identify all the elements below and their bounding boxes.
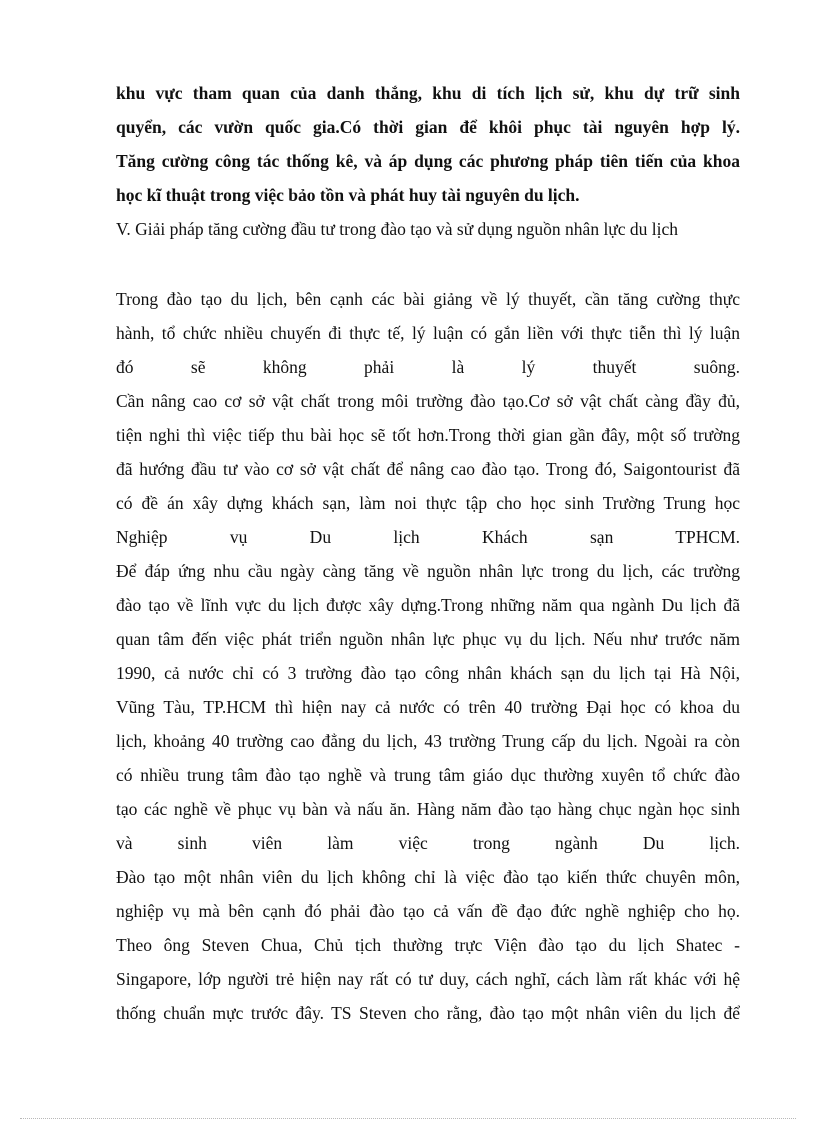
body-line: 1990, cả nước chỉ có 3 trường đào tạo công nhân khách sạn du lịch tại Hà Nội, — [116, 663, 740, 683]
body-line: Cần nâng cao cơ sở vật chất trong môi trường đào tạo.Cơ sở vật chất càng đầy đủ, — [116, 391, 740, 411]
body-line: Nghiệp vụ Du lịch Khách sạn TPHCM. — [116, 527, 740, 547]
body-line: đó sẽ không phải là lý thuyết suông. — [116, 357, 740, 377]
body-line: hành, tổ chức nhiều chuyến đi thực tế, lý luận có gắn liền với thực tiễn thì lý luận — [116, 323, 740, 343]
body-line: Trong đào tạo du lịch, bên cạnh các bài giảng về lý thuyết, cần tăng cường thực — [116, 289, 740, 309]
bold-line: khu vực tham quan của danh thắng, khu di tích lịch sử, khu dự trữ sinh — [116, 83, 740, 103]
body-line: đã hướng đầu tư vào cơ sở vật chất để nâng cao đào tạo. Trong đó, Saigontourist đã — [116, 459, 740, 479]
body-line: nghiệp vụ mà bên cạnh đó phải đào tạo cả vấn đề đạo đức nghề nghiệp cho họ. — [116, 901, 740, 921]
body-line: Vũng Tàu, TP.HCM thì hiện nay cả nước có trên 40 trường Đại học có khoa du — [116, 697, 740, 717]
body-line: lịch, khoảng 40 trường cao đẳng du lịch, 43 trường Trung cấp du lịch. Ngoài ra còn — [116, 731, 740, 751]
body-line: tiện nghi thì việc tiếp thu bài học sẽ tốt hơn.Trong thời gian gần đây, một số trường — [116, 425, 740, 445]
body-line: đào tạo về lĩnh vực du lịch được xây dựng.Trong những năm qua ngành Du lịch đã — [116, 595, 740, 615]
body-line: tạo các nghề về phục vụ bàn và nấu ăn. Hàng năm đào tạo hàng chục ngàn học sinh — [116, 799, 740, 819]
body-line: Để đáp ứng nhu cầu ngày càng tăng về nguồn nhân lực trong du lịch, các trường — [116, 561, 740, 581]
body-line: quan tâm đến việc phát triển nguồn nhân lực phục vụ du lịch. Nếu như trước năm — [116, 629, 740, 649]
page-bottom-divider — [20, 1118, 796, 1119]
body-line: Đào tạo một nhân viên du lịch không chỉ là việc đào tạo kiến thức chuyên môn, — [116, 867, 740, 887]
body-line: có đề án xây dựng khách sạn, làm noi thực tập cho học sinh Trường Trung học — [116, 493, 740, 513]
bold-line: Tăng cường công tác thống kê, và áp dụng các phương pháp tiên tiến của khoa — [116, 151, 740, 171]
body-line: có nhiều trung tâm đào tạo nghề và trung tâm giáo dục thường xuyên tổ chức đào — [116, 765, 740, 785]
bold-paragraph — [116, 76, 740, 246]
body-line: Theo ông Steven Chua, Chủ tịch thường trực Viện đào tạo du lịch Shatec - — [116, 935, 740, 955]
section-heading: V. Giải pháp tăng cường đầu tư trong đào tạo và sử dụng nguồn nhân lực du lịch — [116, 219, 679, 239]
body-line: và sinh viên làm việc trong ngành Du lịch. — [116, 833, 740, 853]
body-line: thống chuẩn mực trước đây. TS Steven cho rằng, đào tạo một nhân viên du lịch để — [116, 1003, 740, 1023]
body-line: Singapore, lớp người trẻ hiện nay rất có tư duy, cách nghĩ, cách làm rất khác với hệ — [116, 969, 740, 989]
bold-line: quyển, các vườn quốc gia.Có thời gian để khôi phục tài nguyên hợp lý. — [116, 117, 740, 137]
body-paragraph — [116, 282, 740, 1030]
bold-line: học kĩ thuật trong việc bảo tồn và phát huy tài nguyên du lịch. — [116, 185, 580, 205]
